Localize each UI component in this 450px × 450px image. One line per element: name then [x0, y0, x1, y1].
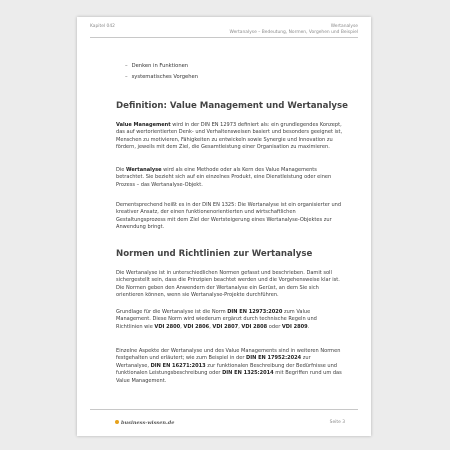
header-chapter: Kapitel 042 [90, 24, 115, 29]
paragraph-normen-intro: Die Wertanalyse ist in unterschiedlichen Normen gefasst und beschrieben. Damit soll sichergestellt sein, dass die Prinzipien beachtet werden und die Vorgehensweise klar ist. Die Normen geben den Anwendern der Wertanalyse ein Gerüst, an dem Sie sich orientieren können, wenn sie Wertanalyse-Projekte durchführen. [116, 270, 340, 299]
page-number: Seite 3 [329, 420, 345, 425]
footer-logo: business-wissen.de [115, 420, 174, 426]
bullet-list [116, 61, 345, 83]
list-item: – systematisches Vorgehen [116, 72, 345, 83]
section-heading-normen: Normen und Richtlinien zur Wertanalyse [116, 249, 313, 259]
document-page [77, 17, 371, 436]
section-heading-definition: Definition: Value Management und Wertanalyse [116, 101, 348, 111]
paragraph-value-management: Value Management wird in der DIN EN 12973 definiert als: ein grundlegendes Konzept, das auf wertorientierten Denk- und Verhaltensweisen basiert und besonders geeignet ist, Menschen zu motivieren, Fähigkeiten zu entwickeln sowie Synergie und Innovation zu fördern, jeweils mit dem Ziel, die Gesamtleistung einer Organisation zu maximieren. [116, 122, 343, 151]
list-item: – Denken in Funktionen [116, 61, 345, 72]
header-subtitle: Wertanalyse – Bedeutung, Normen, Vorgehen und Beispiel [229, 30, 358, 35]
paragraph-einzelne-aspekte: Einzelne Aspekte der Wertanalyse und des Value Managements sind in weiteren Normen festgehalten und erläutert; wie zum Beispiel in der DIN EN 17952:2024 zur Wertanalyse, DIN EN 16271:2013 zur funktionalen Beschreibung der Bedürfnisse und funktionalen Leistungsbeschreibung oder DIN EN 1325:2014 mit Begriffen rund um das Value Management. [116, 348, 342, 384]
paragraph-wertanalyse: Die Wertanalyse wird als eine Methode oder als Kern des Value Managements betrachtet. Sie bezieht sich auf ein einzelnes Produkt, eine Dienstleistung oder einen Prozess – das Wertanalyse-Objekt. [116, 167, 332, 188]
footer-divider [90, 409, 358, 410]
logo-dot-icon [115, 420, 119, 424]
paragraph-din-en-1325: Dementsprechend heißt es in der DIN EN 1325: Die Wertanalyse ist ein organisierter und kreativer Ansatz, der einen funktionenorientierten und wirtschaftlichen Gestaltungsprozess mit dem Ziel der Wertsteigerung eines Wertanalyse-Objektes zur Anwendung bringt. [116, 202, 342, 231]
header-title: Wertanalyse [330, 24, 358, 29]
header-divider [90, 37, 358, 38]
paragraph-grundlage: Grundlage für die Wertanalyse ist die Norm DIN EN 12973:2020 zum Value Management. Diese Norm wird wiederum ergänzt durch technische Regeln und Richtlinien wie VDI 2800, VDI 2806, VDI 2807, VDI 2808 oder VDI 2809. [116, 309, 317, 330]
